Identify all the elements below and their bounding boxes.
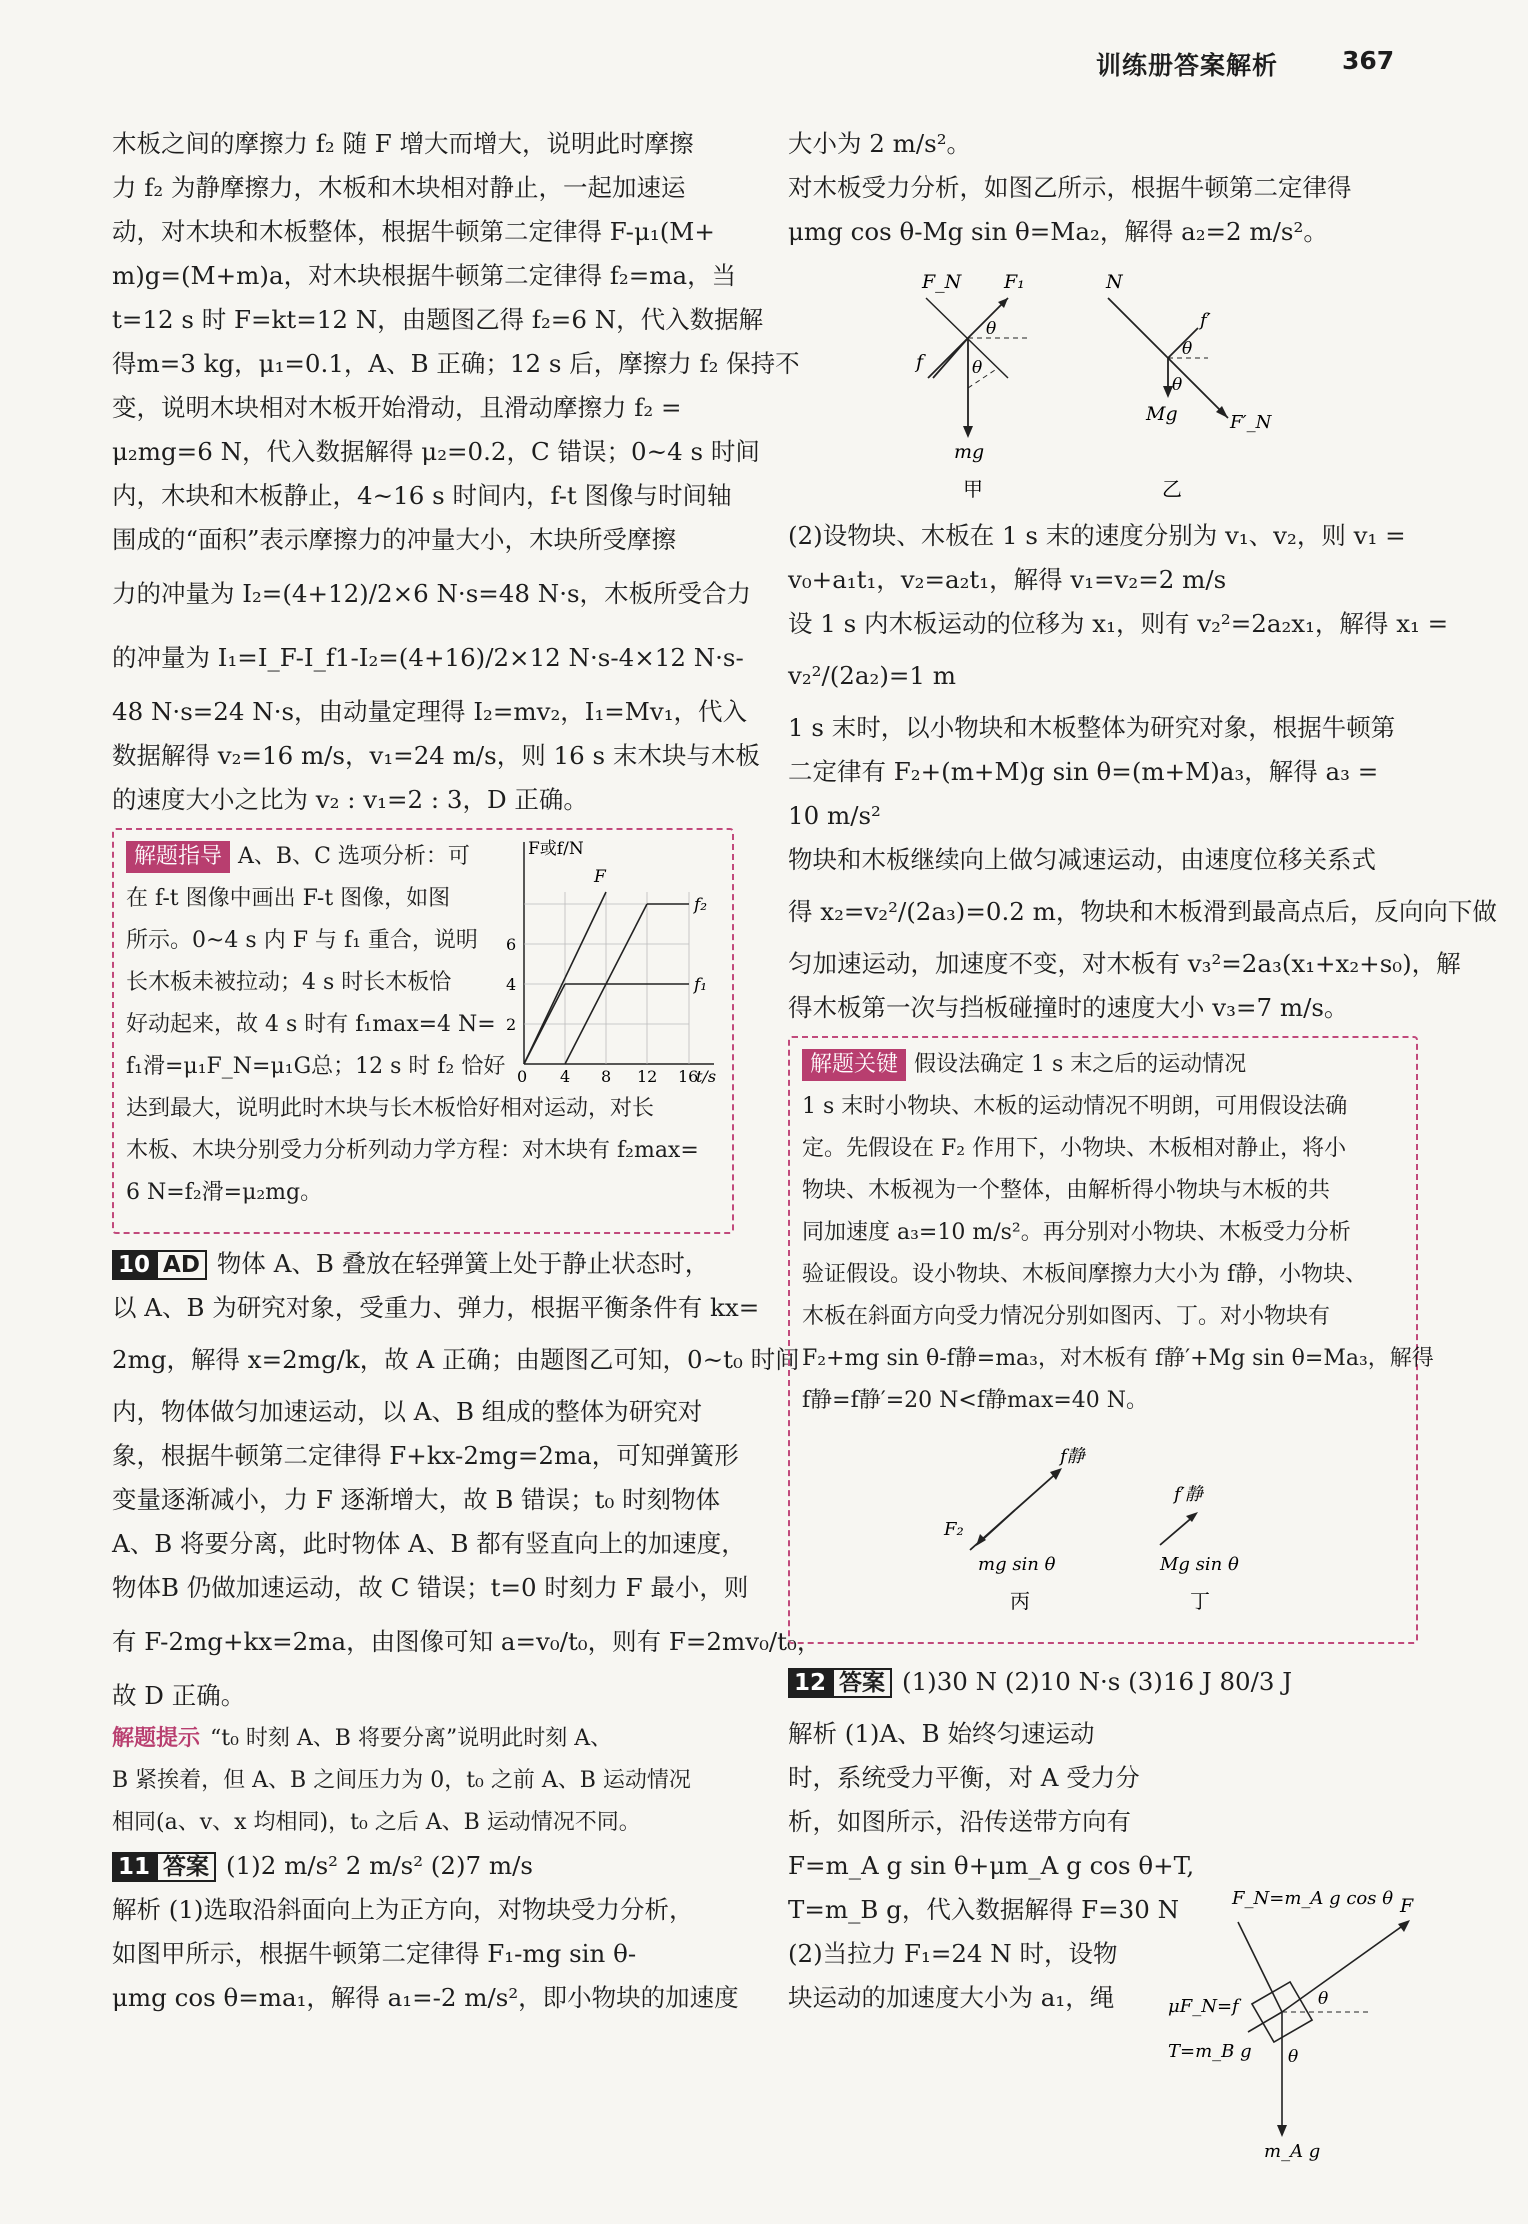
caption-bing: 丙 [1010, 1589, 1030, 1613]
ytick: 2 [506, 1015, 517, 1034]
key-line: 1 s 末时小物块、木板的运动情况不明朗，可用假设法确 [802, 1094, 1348, 1119]
xtick: 0 [517, 1067, 528, 1086]
question-number: 10 [112, 1250, 156, 1280]
label-muFN: μF_N=f [1168, 1996, 1239, 2017]
text-line: F=m_A g sin θ+μm_A g cos θ+T, [788, 1851, 1195, 1880]
answer-11 [112, 1844, 739, 2020]
tip-tag: 解题提示 [112, 1726, 201, 1751]
text-line: (2)设物块、木板在 1 s 末的速度分别为 v₁、v₂，则 v₁ = [788, 521, 1406, 550]
figure-jia [868, 258, 1068, 508]
caption-jia: 甲 [963, 477, 983, 501]
ytick: 4 [506, 975, 517, 994]
label-theta: θ [1318, 1989, 1329, 2009]
label-Mg-sin: Mg sin θ [1160, 1554, 1239, 1575]
key-head: 假设法确定 1 s 末之后的运动情况 [914, 1052, 1247, 1077]
text-line: 变，说明木块相对木板开始滑动，且滑动摩擦力 f₂ = [112, 393, 682, 422]
text-line: 时，系统受力平衡，对 A 受力分 [788, 1763, 1140, 1792]
figure-q12 [1168, 1882, 1418, 2172]
tip-line: 相同(a、v、x 均相同)，t₀ 之后 A、B 运动情况不同。 [112, 1810, 641, 1835]
text-line: 有 F-2mg+kx=2ma，由图像可知 a=v₀/t₀，则有 F=2mv₀/t₀， [112, 1627, 822, 1656]
text-line: 块运动的加速度大小为 a₁，绳 [788, 1983, 1115, 2012]
series-f1-label: f₁ [694, 975, 708, 995]
label-theta: θ [972, 358, 983, 378]
key-line: 物块、木板视为一个整体，由解析得小物块与木板的共 [802, 1178, 1331, 1203]
answer-tag: 答案 [832, 1668, 892, 1698]
text-line: 动，对木块和木板整体，根据牛顿第二定律得 F-μ₁(M+ [112, 217, 715, 246]
text-line: 10 m/s² [788, 801, 881, 830]
label-mg-sin: mg sin θ [978, 1554, 1056, 1575]
text-line: 以 A、B 为研究对象，受重力、弹力，根据平衡条件有 kx= [112, 1293, 760, 1322]
text-line: t=12 s 时 F=kt=12 N，由题图乙得 f₂=6 N，代入数据解 [112, 305, 764, 334]
label-mg: mg [954, 441, 985, 463]
guide-line: 达到最大，说明此时木块与长木板恰好相对运动，对长 [126, 1096, 655, 1121]
text-line: 析，如图所示，沿传送带方向有 [788, 1807, 1131, 1836]
figures-bing-ding [940, 1430, 1300, 1620]
running-header-title: 训练册答案解析 [1096, 51, 1279, 80]
text-line: 二定律有 F₂+(m+M)g sin θ=(m+M)a₃，解得 a₃ = [788, 757, 1379, 786]
label-Mg: Mg [1146, 403, 1178, 425]
text-line: μmg cos θ=ma₁，解得 a₁=-2 m/s²，即小物块的加速度 [112, 1983, 739, 2012]
key-line: 同加速度 a₃=10 m/s²。再分别对小物块、木板受力分析 [802, 1220, 1351, 1245]
text-line: 物体 A、B 叠放在轻弹簧上处于静止状态时， [216, 1249, 710, 1278]
guide-line: 所示。0~4 s 内 F 与 f₁ 重合，说明 [126, 928, 478, 953]
answer-9-continued [112, 122, 800, 822]
key-line: 木板在斜面方向受力情况分别如图丙、丁。对小物块有 [802, 1304, 1331, 1329]
label-theta: θ [1172, 375, 1183, 395]
left-column [112, 122, 822, 2020]
caption-yi: 乙 [1162, 477, 1182, 501]
ytick: 6 [506, 935, 517, 954]
text-line: 匀加速运动，加速度不变，对木板有 v₃²=2a₃(x₁+x₂+s₀)，解 [788, 949, 1461, 978]
label-N: N [1106, 271, 1123, 293]
label-theta: θ [986, 319, 997, 339]
text-line: 的速度大小之比为 v₂ : v₁=2 : 3，D 正确。 [112, 785, 588, 814]
key-line: 定。先假设在 F₂ 作用下，小物块、木板相对静止，将小 [802, 1136, 1347, 1161]
page-number: 367 [1342, 46, 1395, 75]
label-f-jing: f静 [1060, 1446, 1085, 1467]
answer-12 [788, 1652, 1418, 2162]
question-number: 12 [788, 1668, 832, 1698]
series-F-label: F [594, 867, 606, 887]
text-line: 力 f₂ 为静摩擦力，木板和木块相对静止，一起加速运 [112, 173, 686, 202]
label-T: T=m_B g [1168, 2041, 1252, 2062]
text-line: 解析 (1)选取沿斜面向上为正方向，对物块受力分析， [112, 1895, 694, 1924]
label-FN: F_N [922, 271, 962, 293]
text-line: 象，根据牛顿第二定律得 F+kx-2mg=2ma，可知弹簧形 [112, 1441, 739, 1470]
label-f-prime: f′ [1200, 310, 1211, 331]
text-line: 的冲量为 I₁=I_F-I_f1-I₂=(4+16)/2×12 N·s-4×12 N·s- [112, 643, 744, 672]
text-line: 1 s 末时，以小物块和木板整体为研究对象，根据牛顿第 [788, 713, 1396, 742]
xtick: 4 [560, 1067, 571, 1086]
figures-jia-yi [788, 254, 1418, 514]
answer-choice: AD [156, 1250, 207, 1280]
text-line: 对木板受力分析，如图乙所示，根据牛顿第二定律得 [788, 173, 1352, 202]
guide-tag: 解题指导 [126, 841, 230, 873]
text-line: 内，木块和木板静止，4~16 s 时间内，f-t 图像与时间轴 [112, 481, 732, 510]
figure-yi [1088, 258, 1288, 508]
guide-line: f₁滑=μ₁F_N=μ₁G总；12 s 时 f₂ 恰好 [126, 1054, 506, 1079]
right-column [788, 122, 1497, 2162]
text-line: 解析 (1)A、B 始终匀速运动 [788, 1719, 1095, 1748]
text-line: A、B 将要分离，此时物体 A、B 都有竖直向上的加速度， [112, 1529, 746, 1558]
guide-line: 长木板未被拉动；4 s 时长木板恰 [126, 970, 452, 995]
text-line: 得木板第一次与挡板碰撞时的速度大小 v₃=7 m/s。 [788, 993, 1349, 1022]
label-FN-prime: F′_N [1230, 412, 1272, 433]
text-line: μ₂mg=6 N，代入数据解得 μ₂=0.2，C 错误；0~4 s 时间 [112, 437, 760, 466]
graph-xlabel: t/s [696, 1067, 717, 1086]
question-number: 11 [112, 1852, 156, 1882]
key-tag: 解题关键 [802, 1049, 906, 1081]
guide-line: 在 f-t 图像中画出 F-t 图像，如图 [126, 886, 451, 911]
series-f2-label: f₂ [694, 895, 708, 915]
guide-line: 好动起来，故 4 s 时有 f₁max=4 N= [126, 1012, 496, 1037]
label-F2: F₂ [944, 1519, 964, 1540]
guide-line: A、B、C 选项分析：可 [238, 844, 470, 869]
text-line: (2)当拉力 F₁=24 N 时，设物 [788, 1939, 1118, 1968]
label-mAg: m_A g [1264, 2141, 1321, 2162]
answer-text: (1)2 m/s² 2 m/s² (2)7 m/s [226, 1851, 533, 1880]
text-line: 得m=3 kg，μ₁=0.1，A、B 正确；12 s 后，摩擦力 f₂ 保持不 [112, 349, 800, 378]
text-line: 数据解得 v₂=16 m/s，v₁=24 m/s，则 16 s 末木块与木板 [112, 741, 760, 770]
text-line: 设 1 s 内木板运动的位移为 x₁，则有 v₂²=2a₂x₁，解得 x₁ = [788, 609, 1449, 638]
text-line: v₀+a₁t₁，v₂=a₂t₁，解得 v₁=v₂=2 m/s [788, 565, 1227, 594]
xtick: 16 [678, 1067, 699, 1086]
guide-box [112, 828, 734, 1234]
answer-tag: 答案 [156, 1852, 216, 1882]
text-line: 力的冲量为 I₂=(4+12)/2×6 N·s=48 N·s，木板所受合力 [112, 579, 752, 608]
tip-block [112, 1718, 734, 1844]
tip-line: B 紧挨着，但 A、B 之间压力为 0，t₀ 之前 A、B 运动情况 [112, 1768, 691, 1793]
label-f-jing-prime: f′静 [1174, 1484, 1203, 1505]
text-line: 变量逐渐减小，力 F 逐渐增大，故 B 错误；t₀ 时刻物体 [112, 1485, 721, 1514]
text-line: m)g=(M+m)a，对木块根据牛顿第二定律得 f₂=ma，当 [112, 261, 737, 290]
label-theta: θ [1182, 339, 1193, 359]
text-line: 物体B 仍做加速运动，故 C 错误；t=0 时刻力 F 最小，则 [112, 1573, 749, 1602]
xtick: 8 [601, 1067, 612, 1086]
text-line: 内，物体做匀加速运动，以 A、B 组成的整体为研究对 [112, 1397, 703, 1426]
label-F: F [1400, 1895, 1414, 1917]
label-FN-eq: F_N=m_A g cos θ [1232, 1888, 1394, 1909]
label-theta: θ [1288, 2047, 1299, 2067]
text-line: 得 x₂=v₂²/(2a₃)=0.2 m，物块和木板滑到最高点后，反向向下做 [788, 897, 1497, 926]
text-line: 围成的“面积”表示摩擦力的冲量大小，木块所受摩擦 [112, 525, 677, 554]
f-t-graph [484, 832, 724, 1086]
guide-line: 木板、木块分别受力分析列动力学方程：对木块有 f₂max= [126, 1138, 699, 1163]
key-line: F₂+mg sin θ-f静=ma₃，对木板有 f静′+Mg sin θ=Ma₃，解得 [802, 1346, 1434, 1371]
text-line: 木板之间的摩擦力 f₂ 随 F 增大而增大，说明此时摩擦 [112, 129, 694, 158]
text-line: 48 N·s=24 N·s，由动量定理得 I₂=mv₂，I₁=Mv₁，代入 [112, 697, 748, 726]
guide-line: 6 N=f₂滑=μ₂mg。 [126, 1180, 323, 1205]
text-line: 2mg，解得 x=2mg/k，故 A 正确；由题图乙可知，0~t₀ 时间 [112, 1345, 800, 1374]
graph-ylabel: F或f/N [528, 839, 584, 859]
text-line: 大小为 2 m/s²。 [788, 129, 972, 158]
key-line: f静=f静′=20 N<f静max=40 N。 [802, 1388, 1149, 1413]
key-box [788, 1036, 1434, 1644]
text-line: v₂²/(2a₂)=1 m [788, 661, 957, 690]
text-line: 故 D 正确。 [112, 1681, 246, 1710]
label-F1: F₁ [1004, 271, 1025, 293]
xtick: 12 [637, 1067, 658, 1086]
text-line: 如图甲所示，根据牛顿第二定律得 F₁-mg sin θ- [112, 1939, 637, 1968]
text-line: μmg cos θ-Mg sin θ=Ma₂，解得 a₂=2 m/s²。 [788, 217, 1328, 246]
text-line: T=m_B g，代入数据解得 F=30 N [788, 1895, 1180, 1924]
tip-line: “t₀ 时刻 A、B 将要分离”说明此时刻 A、 [210, 1726, 613, 1751]
caption-ding: 丁 [1190, 1589, 1210, 1613]
text-line: 物块和木板继续向上做匀减速运动，由速度位移关系式 [788, 845, 1376, 874]
key-line: 验证假设。设小物块、木板间摩擦力大小为 f静，小物块、 [802, 1262, 1368, 1287]
answer-text: (1)30 N (2)10 N·s (3)16 J 80/3 J [902, 1667, 1293, 1696]
label-f: f [916, 351, 924, 373]
